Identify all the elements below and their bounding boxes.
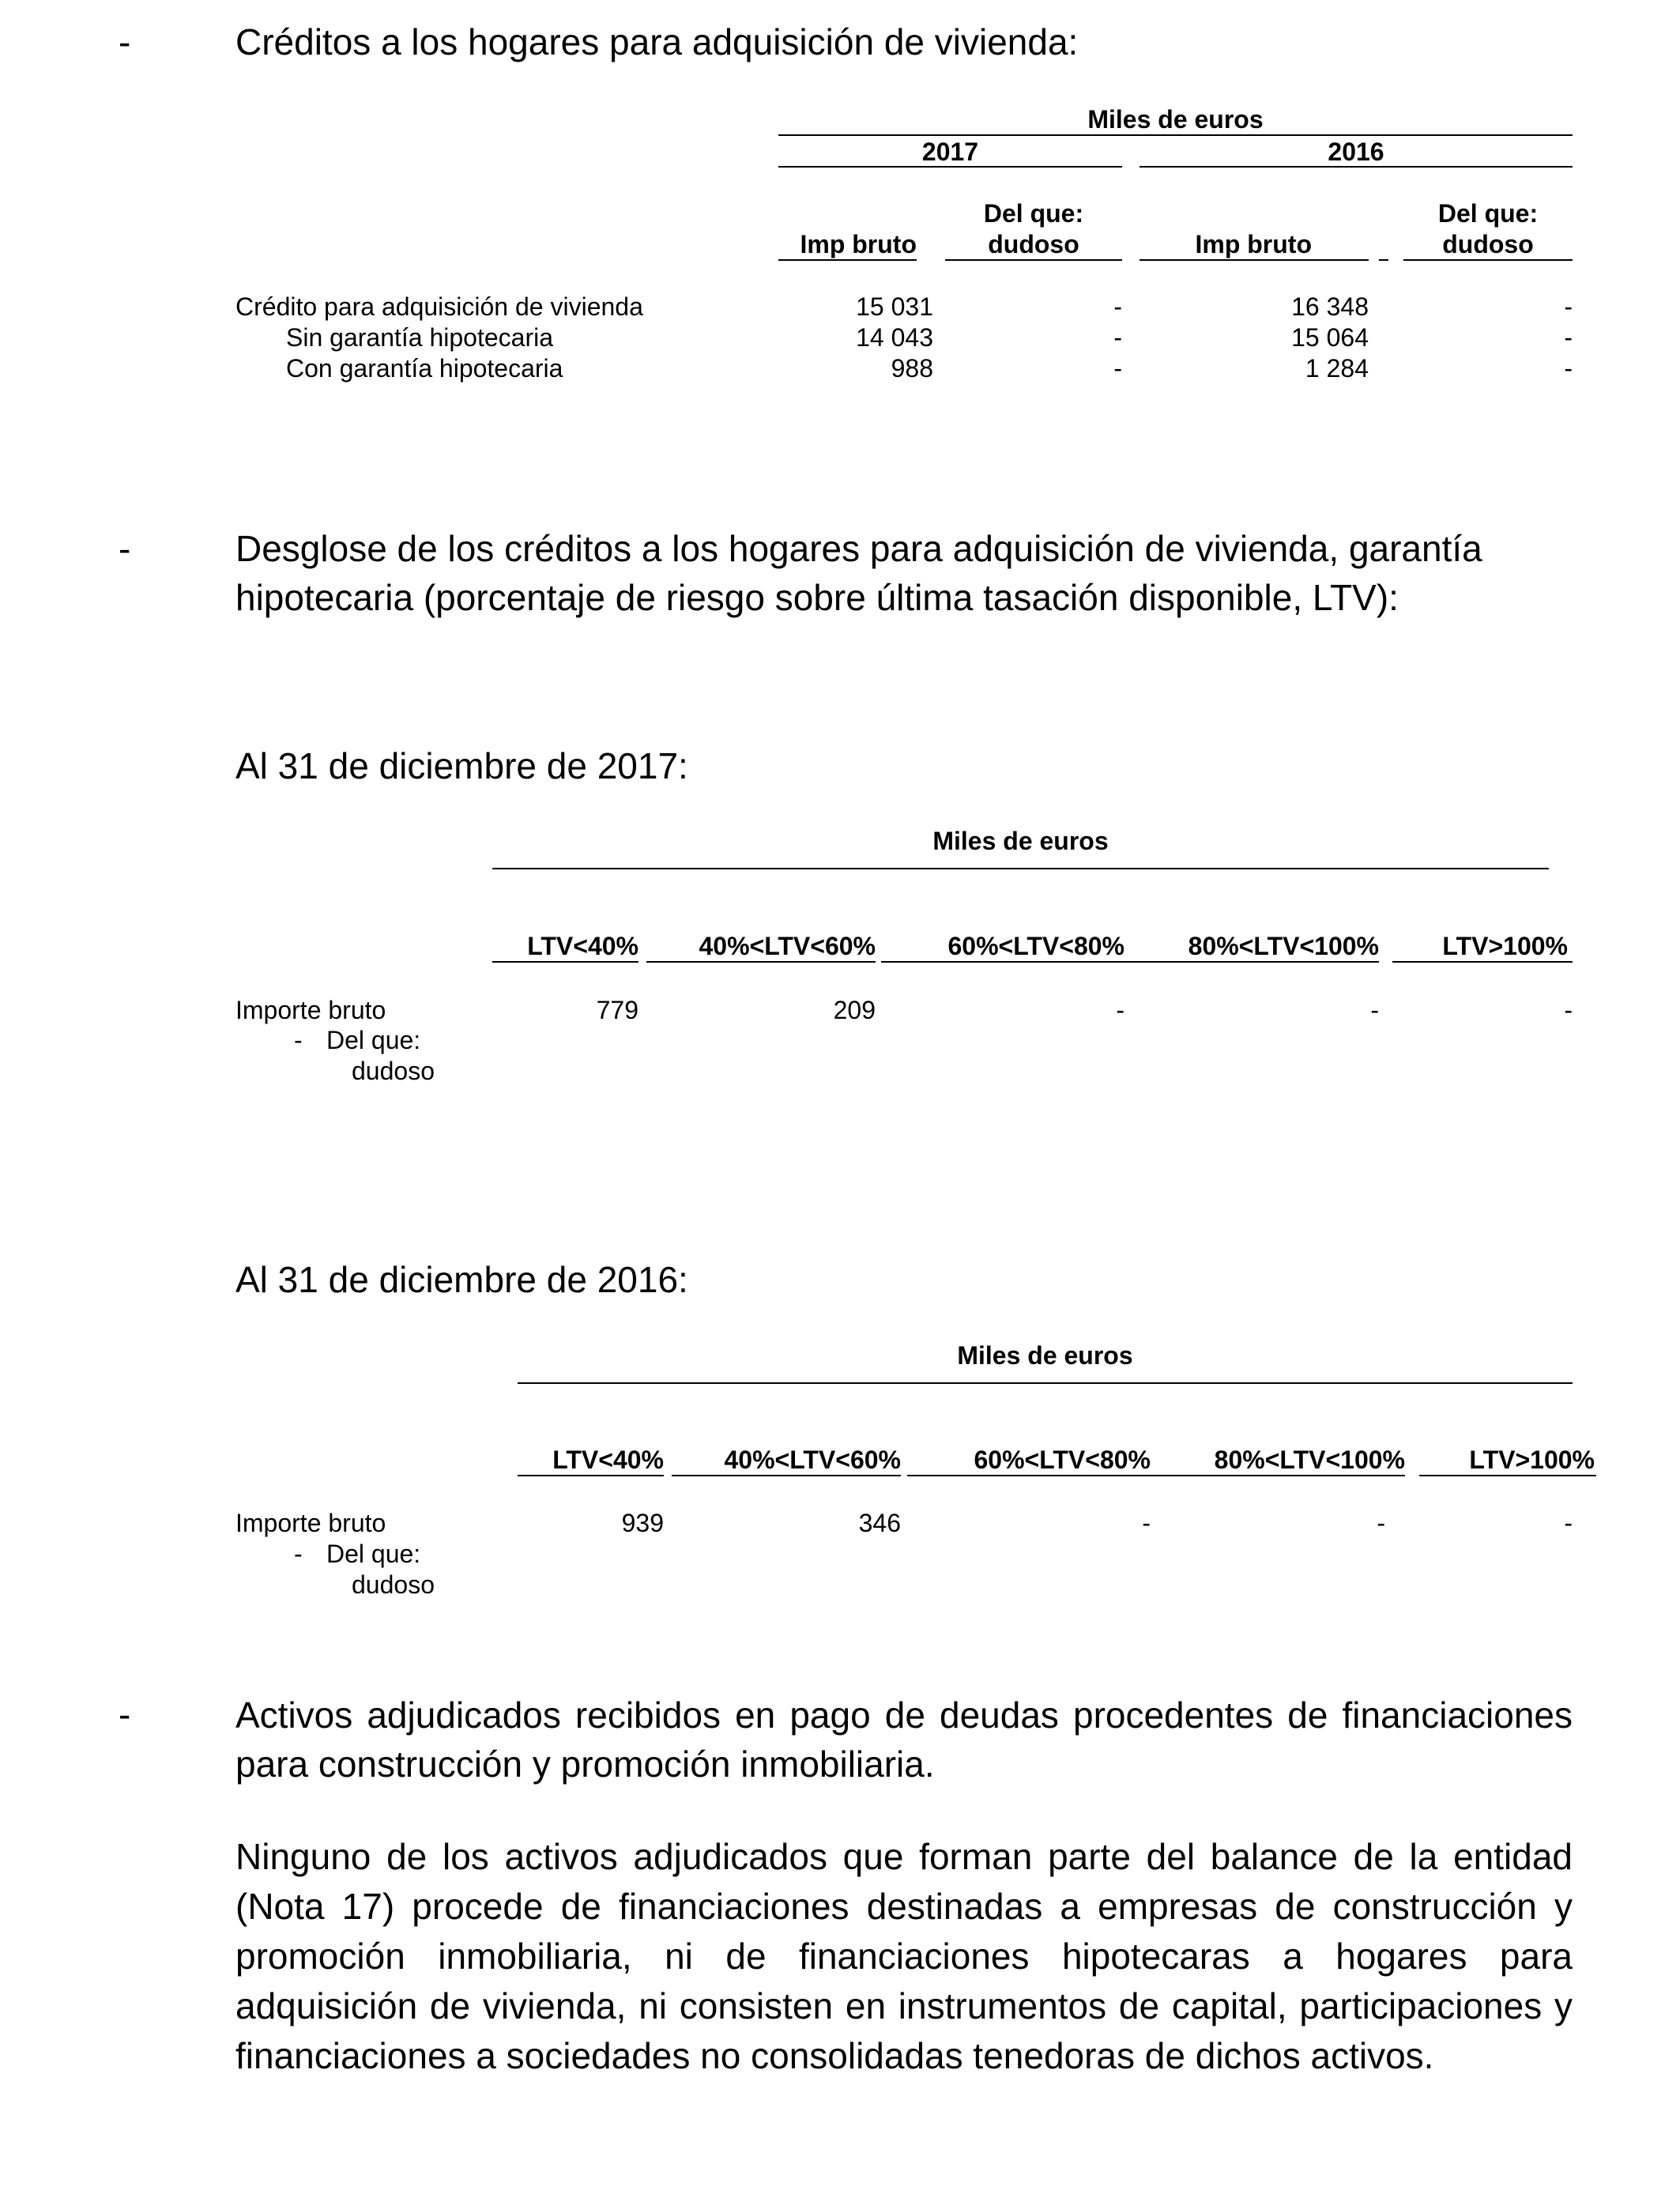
- sub-dash: -: [294, 1026, 303, 1054]
- year-header-2017: 2017: [921, 138, 979, 166]
- table-cell: 14 043: [856, 323, 933, 352]
- bullet-dash: -: [119, 21, 131, 62]
- table-cell: -: [1564, 354, 1573, 383]
- column-header-del-que-2017: Del que:: [983, 199, 1084, 228]
- column-rule: [518, 1475, 664, 1476]
- column-rule: [672, 1475, 901, 1476]
- bullet-dash: -: [119, 1694, 131, 1735]
- table-cell: -: [1113, 354, 1122, 383]
- table-cell: -: [1113, 292, 1122, 321]
- table-unit-label: Miles de euros: [1087, 105, 1264, 134]
- column-rule: [1139, 259, 1369, 261]
- table-cell: 16 348: [1291, 292, 1369, 321]
- sub-dash: -: [294, 1540, 303, 1568]
- column-header-ltv-40-60: 40%<LTV<60%: [699, 932, 876, 960]
- table-cell: 988: [891, 354, 933, 383]
- column-header-ltv-gt-100: LTV>100%: [1469, 1446, 1595, 1474]
- row-label: Importe bruto: [235, 1509, 386, 1537]
- header-rule: [778, 134, 1573, 136]
- section-heading-line1: Desglose de los créditos a los hogares para adquisición de vivienda, garantía: [235, 528, 1482, 569]
- table-cell: -: [1564, 323, 1573, 352]
- row-label: Sin garantía hipotecaria: [286, 323, 553, 352]
- header-rule: [518, 1382, 1573, 1384]
- row-label: Crédito para adquisición de vivienda: [235, 292, 643, 321]
- table-cell: -: [1564, 292, 1573, 321]
- column-rule: [646, 961, 876, 963]
- year-rule-2017: [778, 166, 1122, 168]
- column-header-ltv-60-80: 60%<LTV<80%: [974, 1446, 1151, 1474]
- table-cell: 15 031: [856, 292, 933, 321]
- column-header-ltv-80-100: 80%<LTV<100%: [1214, 1446, 1405, 1474]
- section-heading: Activos adjudicados recibidos en pago de deudas procedentes de financiaciones para construcción y promoción inmobiliaria.: [235, 1695, 1573, 1785]
- table-cell: -: [1113, 323, 1122, 352]
- table-cell: -: [1377, 1509, 1385, 1537]
- column-header-ltv-lt-40: LTV<40%: [527, 932, 638, 960]
- sub-label: Del que:: [326, 1026, 421, 1054]
- table-cell: 346: [858, 1509, 901, 1537]
- header-rule: [492, 868, 1549, 869]
- column-rule: [1419, 1475, 1596, 1476]
- table-cell: -: [1370, 996, 1379, 1024]
- table-cell: -: [1564, 996, 1573, 1024]
- table-cell: 209: [833, 996, 876, 1024]
- table-cell: 1 284: [1305, 354, 1369, 383]
- section-heading: Créditos a los hogares para adquisición de vivienda:: [235, 21, 1079, 62]
- column-rule: [907, 1475, 1405, 1476]
- column-rule: [1392, 961, 1573, 963]
- table-cell: 15 064: [1291, 323, 1369, 352]
- column-rule: [492, 961, 638, 963]
- table-cell: -: [1142, 1509, 1151, 1537]
- sub-label: dudoso: [352, 1570, 435, 1599]
- column-header-del-que-2016: Del que:: [1437, 199, 1539, 228]
- table-title-2017: Al 31 de diciembre de 2017:: [235, 745, 688, 786]
- bullet-dash: -: [119, 528, 131, 569]
- column-header-ltv-gt-100: LTV>100%: [1442, 932, 1568, 960]
- section-heading-line2: hipotecaria (porcentaje de riesgo sobre última tasación disponible, LTV):: [235, 577, 1399, 618]
- column-header-ltv-80-100: 80%<LTV<100%: [1188, 932, 1379, 960]
- sub-label: dudoso: [352, 1057, 435, 1085]
- column-rule: [1379, 259, 1388, 261]
- column-header-imp-bruto-2016: Imp bruto: [1195, 230, 1312, 258]
- column-header-ltv-40-60: 40%<LTV<60%: [724, 1446, 901, 1474]
- table-cell: -: [1116, 996, 1124, 1024]
- table-cell: 779: [596, 996, 638, 1024]
- column-header-ltv-lt-40: LTV<40%: [552, 1446, 664, 1474]
- table-title-2016: Al 31 de diciembre de 2016:: [235, 1259, 688, 1300]
- table-cell: -: [1564, 1509, 1573, 1537]
- row-label: Importe bruto: [235, 996, 386, 1024]
- sub-label: Del que:: [326, 1540, 421, 1568]
- year-rule-2016: [1139, 166, 1573, 168]
- column-rule: [778, 259, 917, 261]
- row-label: Con garantía hipotecaria: [286, 354, 563, 383]
- column-header-dudoso-2017: dudoso: [988, 230, 1079, 258]
- table-unit-label: Miles de euros: [932, 827, 1109, 855]
- column-header-dudoso-2016: dudoso: [1442, 230, 1534, 258]
- year-header-2016: 2016: [1328, 138, 1384, 166]
- column-header-ltv-60-80: 60%<LTV<80%: [947, 932, 1124, 960]
- column-header-imp-bruto-2017: Imp bruto: [800, 230, 917, 258]
- column-rule: [881, 961, 1379, 963]
- table-cell: 939: [621, 1509, 664, 1537]
- body-paragraph: Ninguno de los activos adjudicados que forman parte del balance de la entidad (Nota 17) procede de financiaciones destinadas a empresas de construcción y promoción inmobiliaria, ni de financiaciones hipotecaras a hogares para adquisición de vivienda, ni consisten en instrumentos de capital, participaciones y financiaciones a sociedades no consolidadas tenedoras de dichos activos.: [235, 1836, 1573, 2076]
- column-rule: [1403, 259, 1573, 261]
- column-rule: [945, 259, 1122, 261]
- table-unit-label: Miles de euros: [957, 1341, 1133, 1370]
